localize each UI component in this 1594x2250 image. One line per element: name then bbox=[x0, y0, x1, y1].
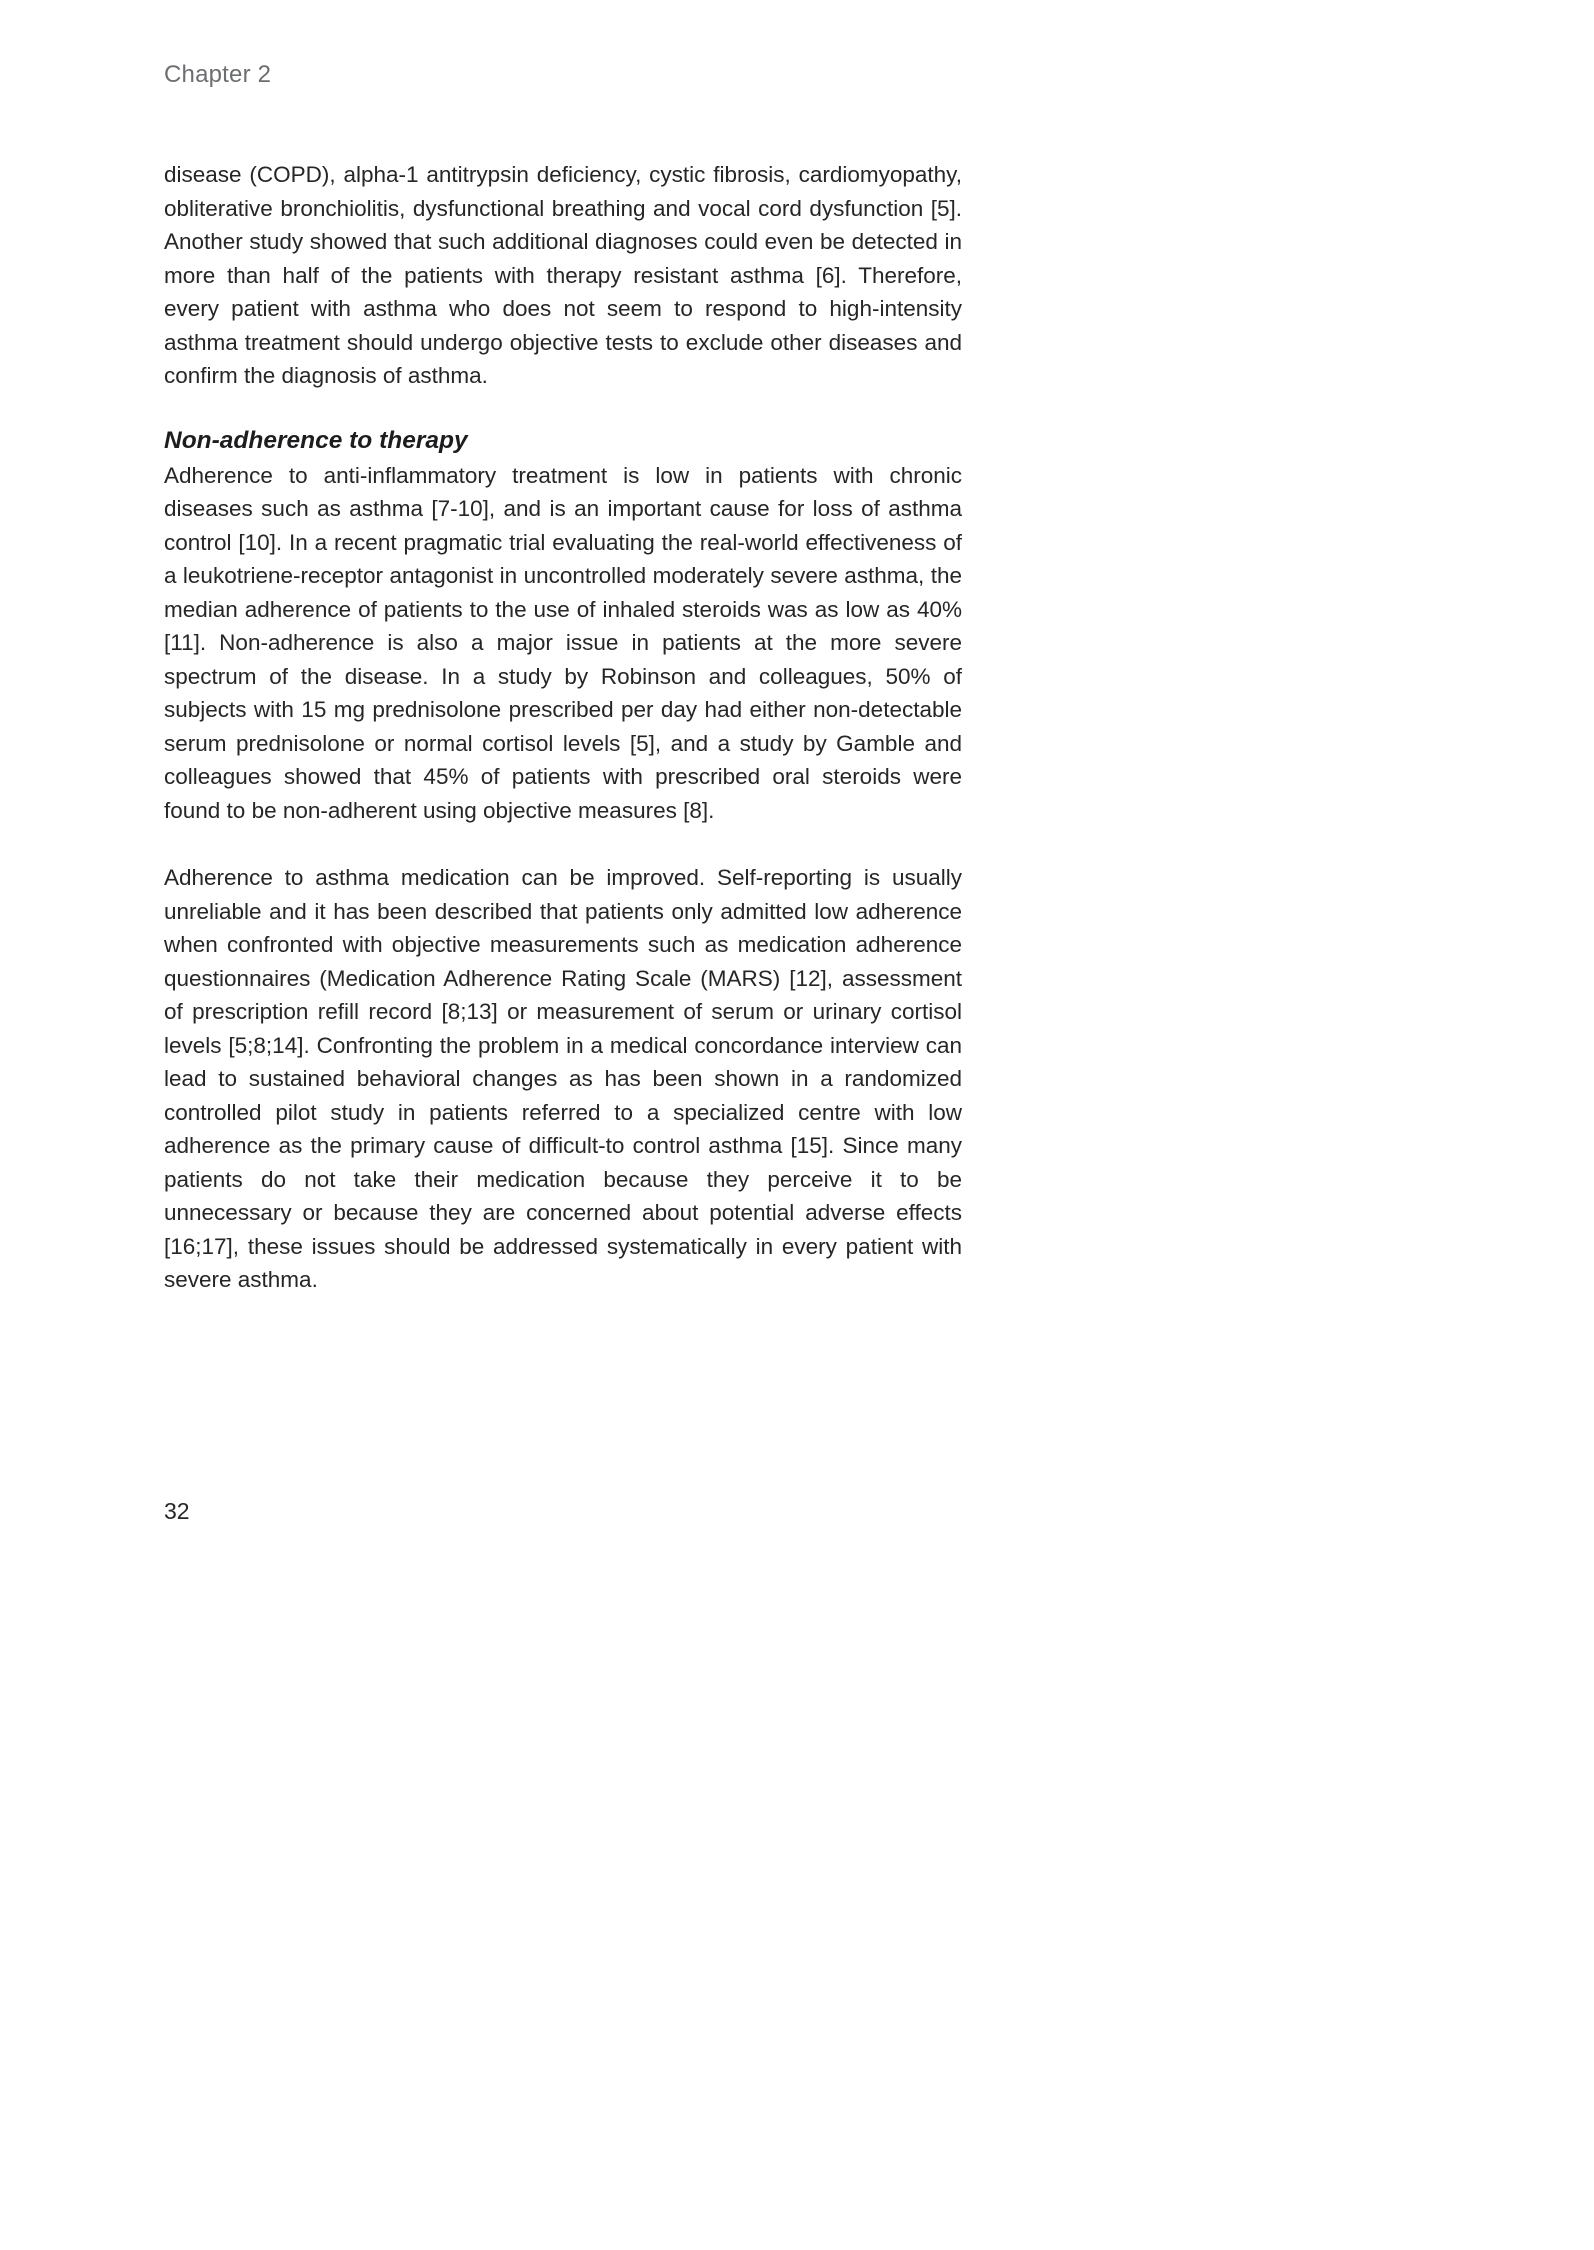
page-number: 32 bbox=[164, 1498, 190, 1524]
body-paragraph-2: Adherence to anti-inflammatory treatment is low in patients with chronic diseases such as asthma [7-10], and is an important cause for loss of asthma control [10]. In a recent pragmatic trial evaluating the real-world effectiveness of a leukotriene-receptor antagonist in uncontrolled moderately severe asthma, the median adherence of patients to the use of inhaled steroids was as low as 40% [11]. Non-adherence is also a major issue in patients at the more severe spectrum of the disease. In a study by Robinson and colleagues, 50% of subjects with 15 mg prednisolone prescribed per day had either non-detectable serum prednisolone or normal cortisol levels [5], and a study by Gamble and colleagues showed that 45% of patients with prescribed oral steroids were found to be non-adherent using objective measures [8]. bbox=[164, 462, 962, 823]
running-head bbox=[164, 60, 271, 90]
body-paragraph-1: disease (COPD), alpha-1 antitrypsin deficiency, cystic fibrosis, cardiomyopathy, obliterative bronchiolitis, dysfunctional breathing and vocal cord dysfunction [5]. Another study showed that such additional diagnoses could even be detected in more than half of the patients with therapy resistant asthma [6]. Therefore, every patient with asthma who does not seem to respond to high-intensity asthma treatment should undergo objective tests to exclude other diseases and confirm the diagnosis of asthma. bbox=[164, 162, 962, 388]
body-text-block bbox=[164, 158, 962, 1297]
page-footer bbox=[164, 1498, 190, 1525]
body-paragraph-3: Adherence to asthma medication can be improved. Self-reporting is usually unreliable and it has been described that patients only admitted low adherence when confronted with objective measurements such as medication adherence questionnaires (Medication Adherence Rating Scale (MARS) [12], assessment of prescription refill record [8;13] or measurement of serum or urinary cortisol levels [5;8;14]. Confronting the problem in a medical concordance interview can lead to sustained behavioral changes as has been shown in a randomized controlled pilot study in patients referred to a specialized centre with low adherence as the primary cause of difficult-to control asthma [15]. Since many patients do not take their medication because they perceive it to be unnecessary or because they are concerned about potential adverse effects [16;17], these issues should be addressed systematically in every patient with severe asthma. bbox=[164, 865, 962, 1292]
section-heading-non-adherence: Non-adherence to therapy bbox=[164, 426, 468, 454]
chapter-label: Chapter 2 bbox=[164, 61, 272, 88]
